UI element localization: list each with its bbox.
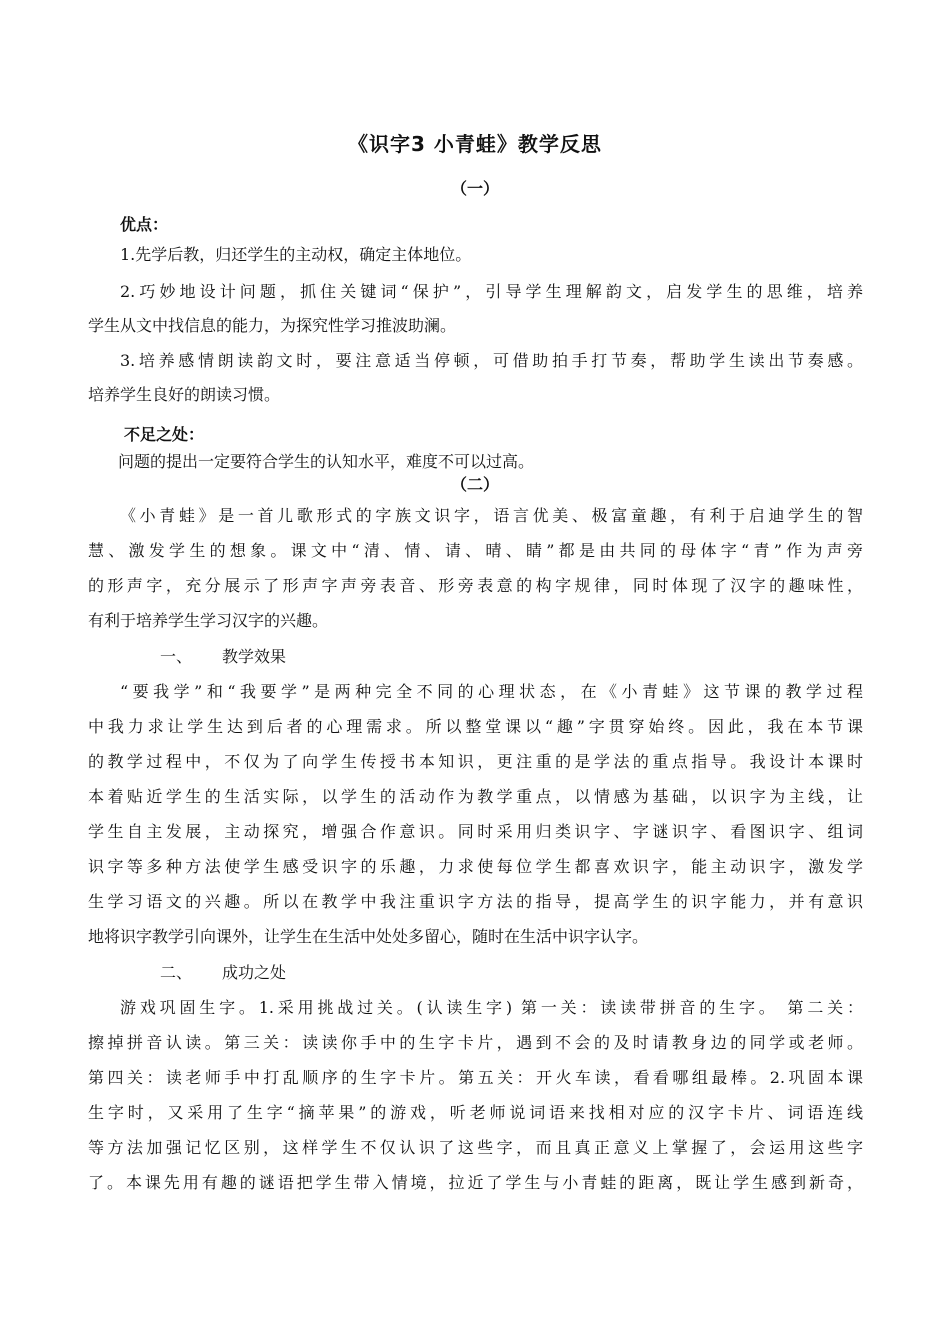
success-line-5: 等方法加强记忆区别，这样学生不仅认识了这些字，而且真正意义上掌握了，会运用这些字 <box>88 1138 863 1157</box>
advantage-point-2-line-2: 学生从文中找信息的能力，为探究性学习推波助澜。 <box>88 316 457 335</box>
shortcoming-heading: 不足之处： <box>124 425 205 444</box>
intro-line-3: 的形声字，充分展示了形声字声旁表音、形旁表意的构字规律，同时体现了汉字的趣味性， <box>88 576 863 595</box>
intro-line-4: 有利于培养学生学习汉字的兴趣。 <box>88 611 329 630</box>
intro-line-2: 慧、激发学生的想象。课文中“清、情、请、晴、睛”都是由共同的母体字“青”作为声旁 <box>88 541 863 560</box>
advantage-point-3-line-1: 3.培养感情朗读韵文时，要注意适当停顿，可借助拍手打节奏，帮助学生读出节奏感。 <box>120 351 863 370</box>
heading-2-number: 二、 <box>160 963 193 982</box>
document-title: 《识字3 小青蛙》教学反思 <box>348 132 602 156</box>
advantage-point-3-line-2: 培养学生良好的朗读习惯。 <box>88 385 281 404</box>
advantage-point-1: 1.先学后教，归还学生的主动权，确定主体地位。 <box>120 245 472 264</box>
heading-2-text: 成功之处 <box>222 963 287 982</box>
intro-line-1: 《小青蛙》是一首儿歌形式的字族文识字，语言优美、极富童趣，有利于启迪学生的智 <box>120 506 863 525</box>
effect-line-5: 学生自主发展，主动探究，增强合作意识。同时采用归类识字、字谜识字、看图识字、组词 <box>88 822 863 841</box>
effect-line-1: “要我学”和“我要学”是两种完全不同的心理状态，在《小青蛙》这节课的教学过程 <box>120 682 863 701</box>
success-line-3: 第四关：读老师手中打乱顺序的生字卡片。第五关：开火车读，看看哪组最棒。2.巩固本课 <box>88 1068 863 1087</box>
effect-line-7: 生学习语文的兴趣。所以在教学中我注重识字方法的指导，提高学生的识字能力，并有意识 <box>88 892 863 911</box>
advantage-point-2-line-1: 2.巧妙地设计问题，抓住关键词“保护”，引导学生理解韵文，启发学生的思维，培养 <box>120 282 863 301</box>
heading-1-number: 一、 <box>160 647 193 666</box>
effect-line-2: 中我力求让学生达到后者的心理需求。所以整堂课以“趣”字贯穿始终。因此，我在本节课 <box>88 717 863 736</box>
section-label-2: （二） <box>450 475 499 494</box>
success-line-1: 游戏巩固生字。1.采用挑战过关。(认读生字) 第一关：读读带拼音的生字。 第二关： <box>120 998 863 1017</box>
effect-line-8: 地将识字教学引向课外，让学生在生活中处处多留心，随时在生活中识字认字。 <box>88 927 649 946</box>
heading-1-text: 教学效果 <box>222 647 287 666</box>
effect-line-3: 的教学过程中，不仅为了向学生传授书本知识，更注重的是学法的重点指导。我设计本课时 <box>88 752 863 771</box>
shortcoming-text: 问题的提出一定要符合学生的认知水平，难度不可以过高。 <box>118 452 535 471</box>
success-line-4: 生字时，又采用了生字“摘苹果”的游戏，听老师说词语来找相对应的汉字卡片、词语连线 <box>88 1103 863 1122</box>
section-label-1: （一） <box>450 179 499 198</box>
effect-line-4: 本着贴近学生的生活实际，以学生的活动作为教学重点，以情感为基础，以识字为主线，让 <box>88 787 863 806</box>
advantages-heading: 优点： <box>120 215 169 234</box>
effect-line-6: 识字等多种方法使学生感受识字的乐趣，力求使每位学生都喜欢识字，能主动识字，激发学 <box>88 857 863 876</box>
success-line-6: 了。本课先用有趣的谜语把学生带入情境，拉近了学生与小青蛙的距离，既让学生感到新奇， <box>88 1173 863 1192</box>
success-line-2: 擦掉拼音认读。第三关：读读你手中的生字卡片，遇到不会的及时请教身边的同学或老师。 <box>88 1033 863 1052</box>
